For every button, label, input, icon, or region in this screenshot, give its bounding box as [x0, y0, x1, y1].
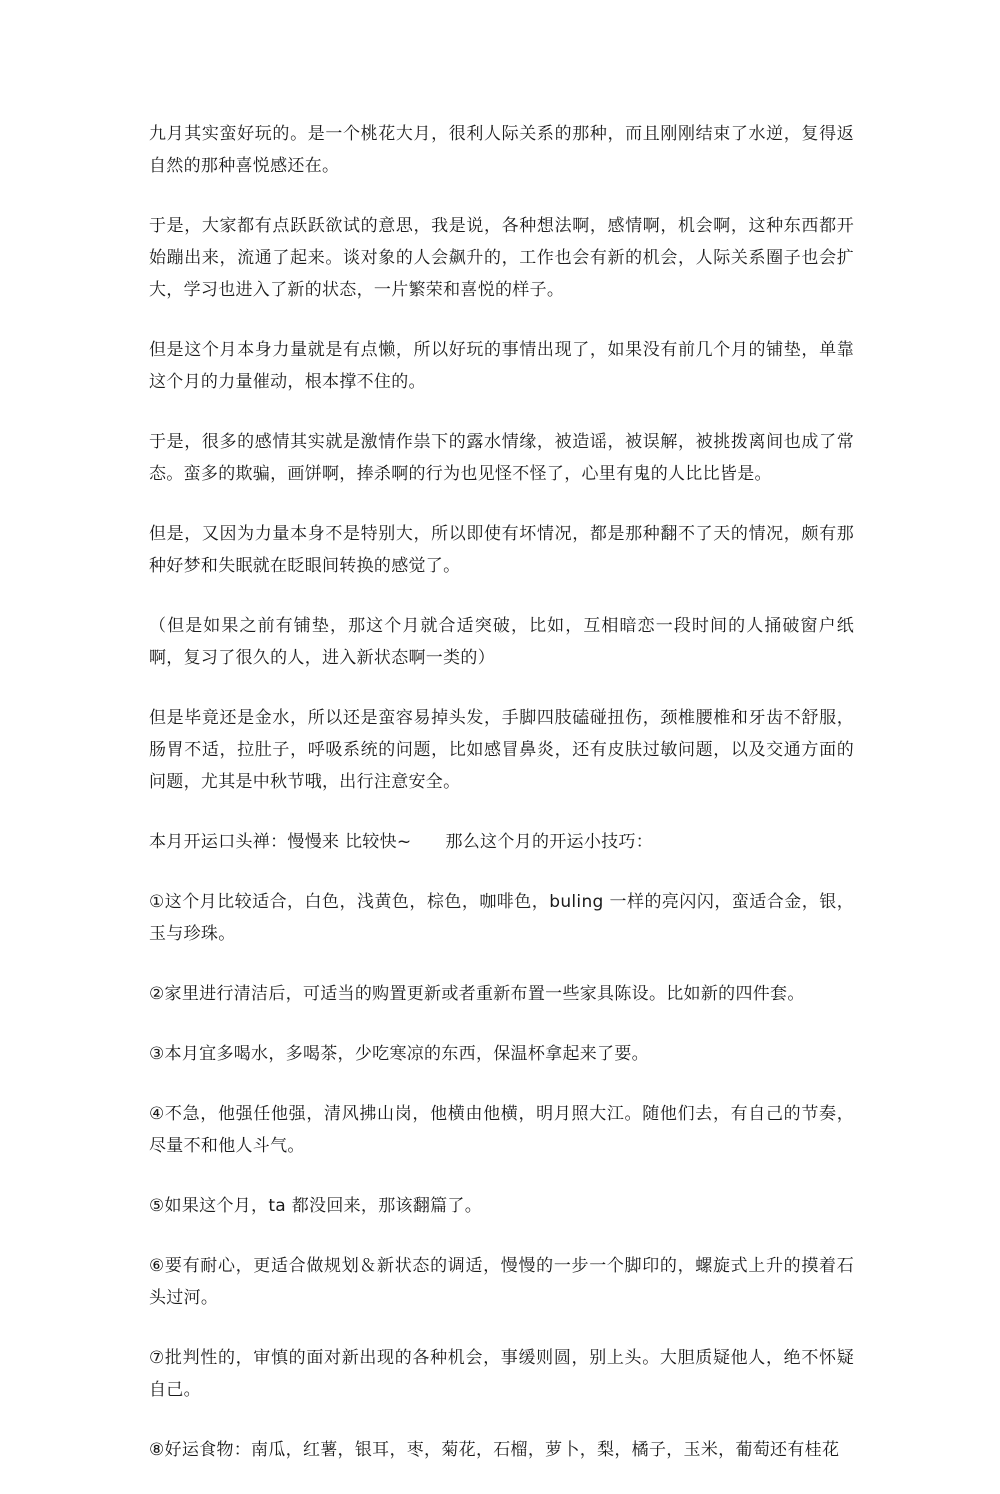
paragraph-mild-impact: 但是，又因为力量本身不是特别大，所以即使有坏情况，都是那种翻不了天的情况，颇有那种好梦和失眠就在眨眼间转换的感觉了。 [149, 524, 854, 576]
tip-item-drink: ③本月宜多喝水，多喝茶，少吃寒凉的东西，保温杯拿起来了要。 [149, 1044, 649, 1064]
tip-item-colors: ①这个月比较适合，白色，浅黄色，棕色，咖啡色，buling 一样的亮闪闪，蛮适合金，银，玉与珍珠。 [149, 892, 854, 944]
tips-intro: 那么这个月的开运小技巧： [445, 832, 654, 852]
paragraph-intro: 九月其实蛮好玩的。是一个桃花大月，很利人际关系的那种，而且刚刚结束了水逆，复得返自然的那种喜悦感还在。 [149, 124, 854, 176]
paragraph-relationships: 于是，很多的感情其实就是激情作祟下的露水情缘，被造谣，被误解，被挑拨离间也成了常态。蛮多的欺骗，画饼啊，捧杀啊的行为也见怪不怪了，心里有鬼的人比比皆是。 [149, 432, 854, 484]
tip-item-move-on: ⑤如果这个月，ta 都没回来，那该翻篇了。 [149, 1196, 483, 1216]
document-body [149, 118, 854, 1494]
tip-item-foods: ⑧好运食物：南瓜，红薯，银耳，枣，菊花，石榴，萝卜，梨，橘子，玉米，葡萄还有桂花 [149, 1440, 840, 1460]
motto-label: 本月开运口头禅：慢慢来 比较快~ [149, 832, 412, 852]
paragraph-lazy-energy: 但是这个月本身力量就是有点懒，所以好玩的事情出现了，如果没有前几个月的铺垫，单靠这个月的力量催动，根本撑不住的。 [149, 340, 854, 392]
motto-line [149, 826, 854, 858]
paragraph-health: 但是毕竟还是金水，所以还是蛮容易掉头发，手脚四肢磕碰扭伤，颈椎腰椎和牙齿不舒服，肠胃不适，拉肚子，呼吸系统的问题，比如感冒鼻炎，还有皮肤过敏问题，以及交通方面的问题，尤其是中秋节哦，出行注意安全。 [149, 708, 854, 792]
tip-item-patience: ⑥要有耐心，更适合做规划＆新状态的调适，慢慢的一步一个脚印的，螺旋式上升的摸着石头过河。 [149, 1256, 854, 1308]
tip-item-home: ②家里进行清洁后，可适当的购置更新或者重新布置一些家具陈设。比如新的四件套。 [149, 984, 805, 1004]
paragraph-breakthrough-note: （但是如果之前有铺垫，那这个月就合适突破，比如，互相暗恋一段时间的人捅破窗户纸啊，复习了很久的人，进入新状态啊一类的） [149, 616, 854, 668]
tip-item-critical: ⑦批判性的，审慎的面对新出现的各种机会，事缓则圆，别上头。大胆质疑他人，绝不怀疑自己。 [149, 1348, 854, 1400]
paragraph-opportunities: 于是，大家都有点跃跃欲试的意思，我是说，各种想法啊，感情啊，机会啊，这种东西都开始蹦出来，流通了起来。谈对象的人会飙升的，工作也会有新的机会，人际关系圈子也会扩大，学习也进入了新的状态，一片繁荣和喜悦的样子。 [149, 216, 854, 300]
tip-item-calm: ④不急，他强任他强，清风拂山岗，他横由他横，明月照大江。随他们去，有自己的节奏，尽量不和他人斗气。 [149, 1104, 854, 1156]
